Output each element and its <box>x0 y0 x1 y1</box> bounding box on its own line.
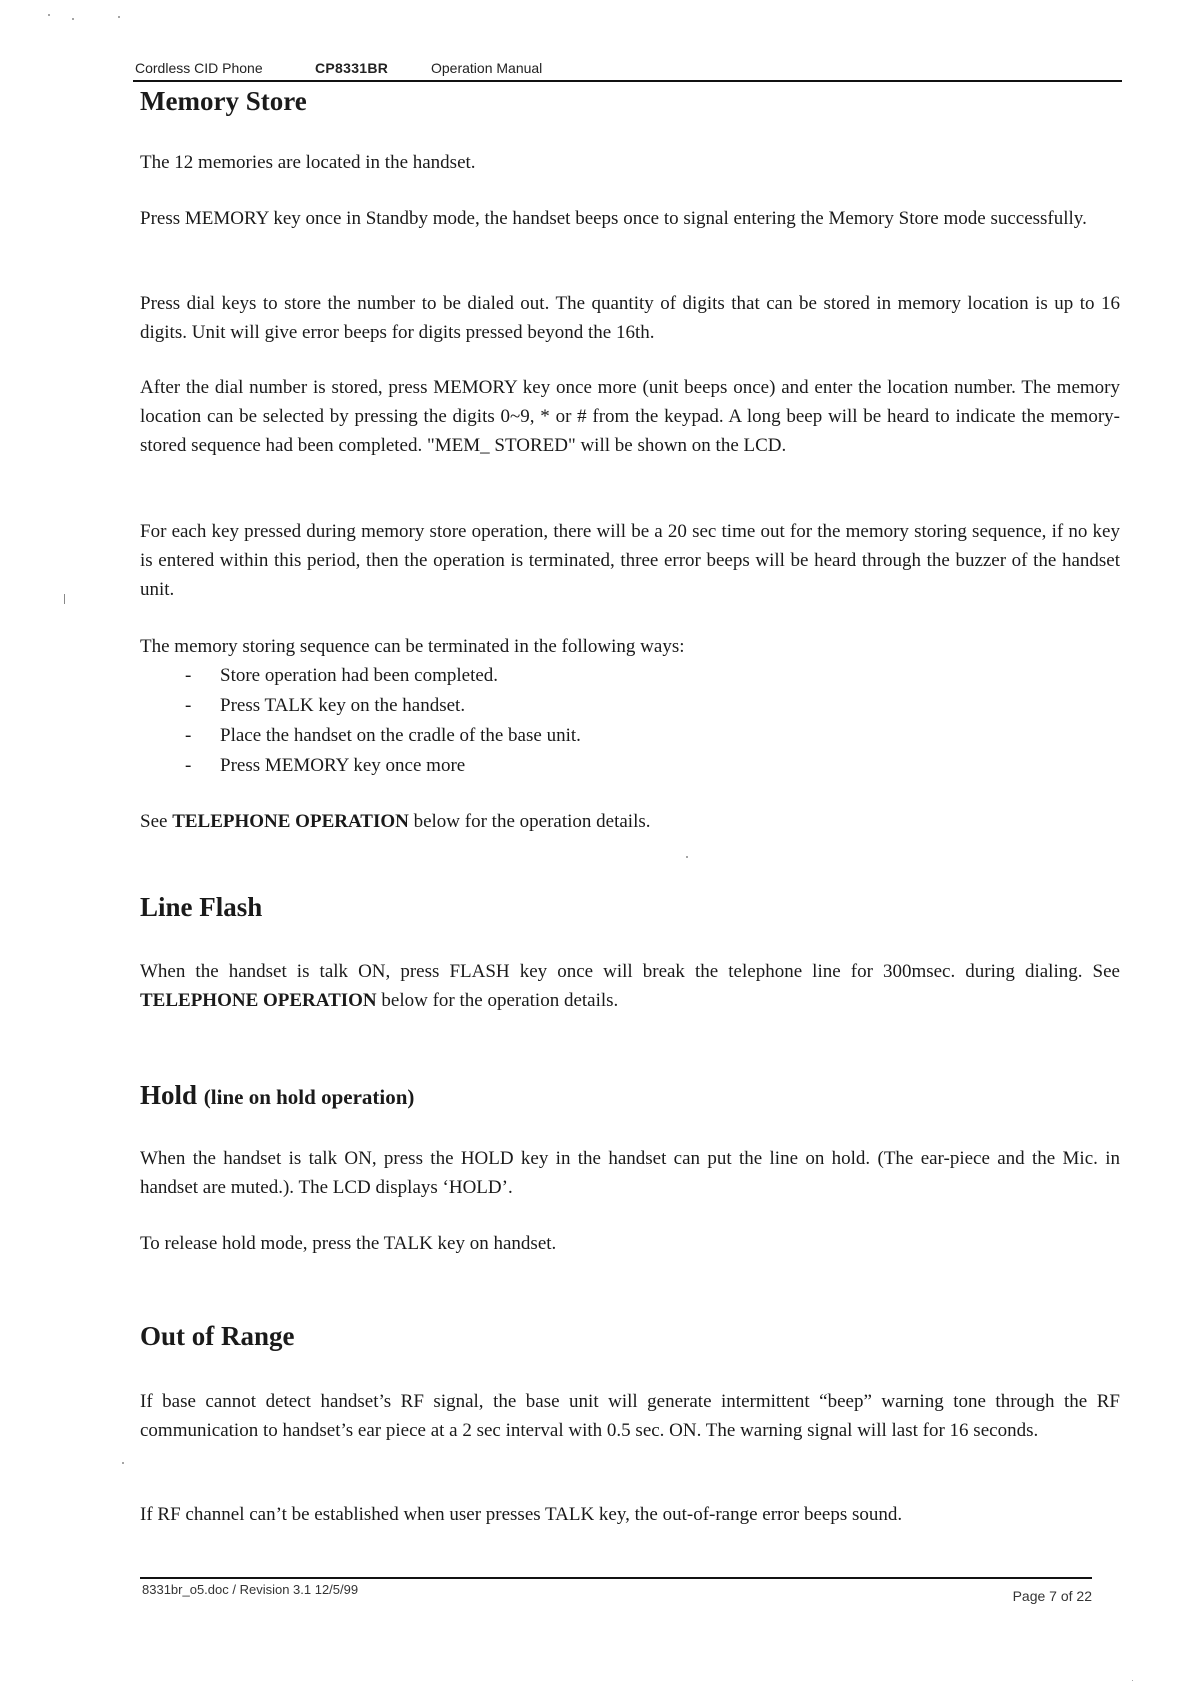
page-footer <box>140 1577 1092 1603</box>
scan-speck <box>48 14 50 16</box>
footer-doc-info: 8331br_o5.doc / Revision 3.1 12/5/99 <box>142 1582 359 1597</box>
section-title-out-of-range: Out of Range <box>140 1321 295 1351</box>
scan-speck <box>118 16 120 18</box>
memory-store-paragraph-5: For each key pressed during memory store operation, there will be a 20 sec time out for the memory storing sequence, if no key is entered within this period, then the operation is terminated, three error beeps will be heard through the buzzer of the handset unit. <box>140 521 1120 600</box>
section-title-line-flash: Line Flash <box>140 892 263 922</box>
list-item: - Place the handset on the cradle of the base unit. <box>185 725 581 746</box>
list-item: - Press TALK key on the handset. <box>185 695 466 716</box>
memory-store-paragraph-2: Press MEMORY key once in Standby mode, the handset beeps once to signal entering the Memory Store mode successfully. <box>140 208 1087 229</box>
section-title-memory-store: Memory Store <box>140 86 307 116</box>
memory-store-paragraph-1: The 12 memories are located in the handset. <box>140 152 476 173</box>
hold-paragraph-1: When the handset is talk ON, press the HOLD key in the handset can put the line on hold. (The ear-piece and the Mic. in handset are muted.). The LCD displays ‘HOLD’. <box>140 1148 1120 1198</box>
section-subtitle-hold: (line on hold operation) <box>203 1085 415 1109</box>
memory-store-paragraph-6: The memory storing sequence can be terminated in the following ways: <box>140 636 685 657</box>
scan-speck <box>686 856 688 858</box>
page-header <box>133 60 1122 82</box>
footer-page-number: Page 7 of 22 <box>1012 1588 1092 1604</box>
out-of-range-paragraph-2: If RF channel can’t be established when user presses TALK key, the out-of-range error beeps sound. <box>140 1504 903 1525</box>
memory-store-paragraph-4: After the dial number is stored, press MEMORY key once more (unit beeps once) and enter the location number. The memory location can be selected by pressing the digits 0~9, * or # from the keypad. A long beep will be heard to indicate the memory-stored sequence had been completed. "MEM_ STORED" will be shown on the LCD. <box>140 377 1120 456</box>
scan-speck <box>122 1462 124 1464</box>
cross-reference: TELEPHONE OPERATION <box>172 811 409 832</box>
memory-store-paragraph-3: Press dial keys to store the number to be dialed out. The quantity of digits that can be stored in memory location is up to 16 digits. Unit will give error beeps for digits pressed beyond the 16th. <box>140 293 1120 343</box>
header-doc-type: Operation Manual <box>431 60 543 76</box>
header-model: CP8331BR <box>315 60 389 76</box>
memory-store-see-also: See TELEPHONE OPERATION below for the operation details. <box>140 811 651 832</box>
scan-speck <box>1132 1680 1133 1681</box>
list-item-text: Press TALK key on the handset. <box>220 695 466 716</box>
scan-speck <box>64 594 65 604</box>
list-item-text: Press MEMORY key once more <box>220 755 466 776</box>
scan-speck <box>72 18 74 20</box>
list-item: - Press MEMORY key once more <box>185 755 466 776</box>
list-item-text: Store operation had been completed. <box>220 665 499 686</box>
section-title-hold: Hold (line on hold operation) <box>140 1080 415 1110</box>
header-product: Cordless CID Phone <box>135 60 263 76</box>
cross-reference: TELEPHONE OPERATION <box>140 990 377 1011</box>
line-flash-paragraph: When the handset is talk ON, press FLASH key once will break the telephone line for 300msec. during dialing. See TELEPHONE OPERATION below for the operation details. <box>140 961 1120 1011</box>
hold-paragraph-2: To release hold mode, press the TALK key on handset. <box>140 1233 557 1254</box>
list-item: - Store operation had been completed. <box>185 665 499 686</box>
out-of-range-paragraph-1: If base cannot detect handset’s RF signal, the base unit will generate intermittent “beep” warning tone through the RF communication to handset’s ear piece at a 2 sec interval with 0.5 sec. ON. The warning signal will last for 16 seconds. <box>140 1391 1120 1441</box>
termination-list <box>140 661 581 781</box>
list-item-text: Place the handset on the cradle of the base unit. <box>220 725 581 746</box>
